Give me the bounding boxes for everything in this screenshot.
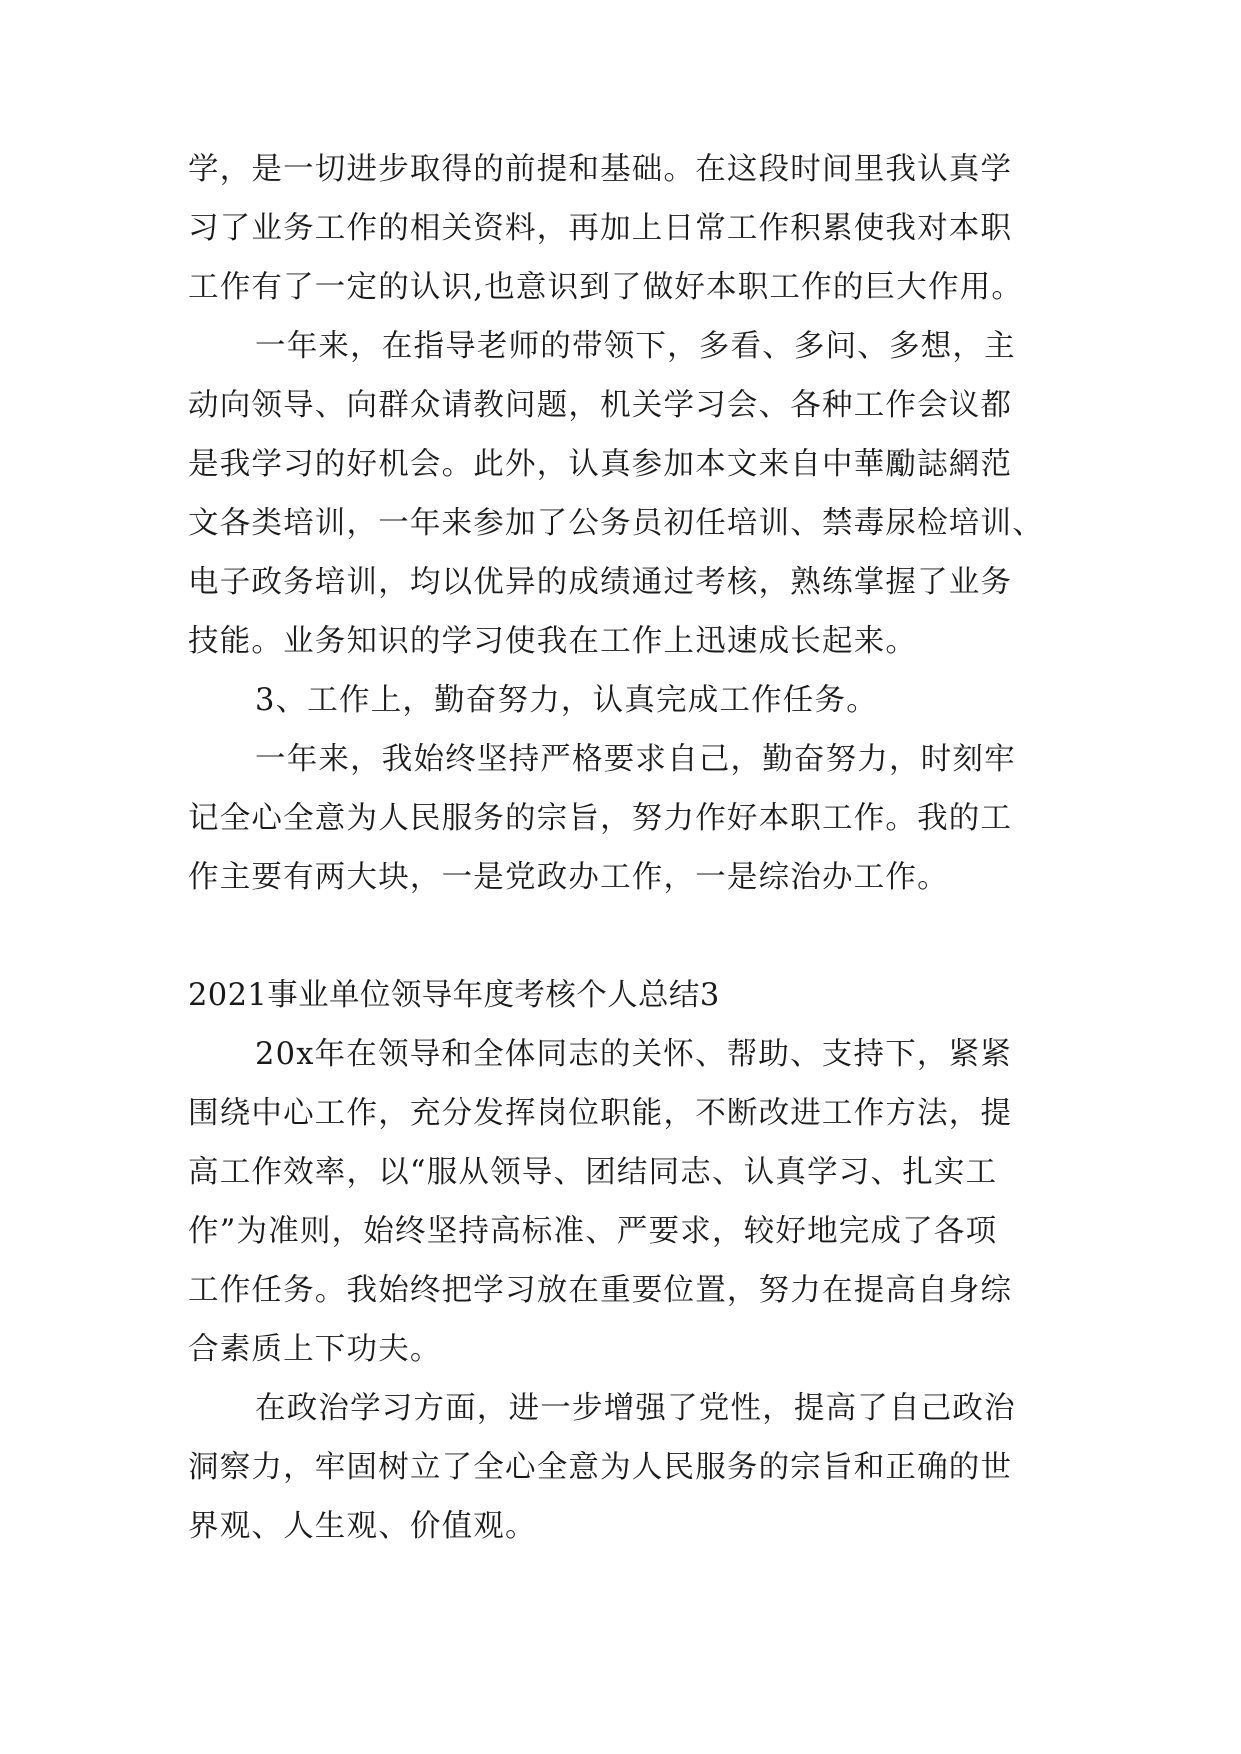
section-title: 2021事业单位领导年度考核个人总结3 <box>188 978 720 1013</box>
paragraph-line: 工作有了一定的认识,也意识到了做好本职工作的巨大作用。 <box>188 270 1024 305</box>
paragraph-line: 记全心全意为人民服务的宗旨，努力作好本职工作。我的工 <box>188 801 1013 836</box>
paragraph-line: 界观、人生观、价值观。 <box>188 1509 537 1544</box>
paragraph-line: 文各类培训，一年来参加了公务员初任培训、禁毒尿检培训、 <box>188 506 1044 541</box>
paragraph-line: 高工作效率，以“服从领导、团结同志、认真学习、扎实工 <box>188 1155 998 1190</box>
paragraph-line: 3、工作上，勤奋努力，认真完成工作任务。 <box>255 683 878 718</box>
paragraph-line: 合素质上下功夫。 <box>188 1332 442 1367</box>
paragraph-line: 电子政务培训，均以优异的成绩通过考核，熟练掌握了业务 <box>188 565 1013 600</box>
paragraph-line: 是我学习的好机会。此外，认真参加本文来自中華勵誌網范 <box>188 447 1013 482</box>
paragraph-line: 学，是一切进步取得的前提和基础。在这段时间里我认真学 <box>188 152 1013 187</box>
paragraph-line: 一年来，在指导老师的带领下，多看、多问、多想，主 <box>255 329 1016 364</box>
paragraph-line: 动向领导、向群众请教问题，机关学习会、各种工作会议都 <box>188 388 1013 423</box>
paragraph-line: 在政治学习方面，进一步增强了党性，提高了自己政治 <box>255 1391 1016 1426</box>
paragraph-line: 习了业务工作的相关资料，再加上日常工作积累使我对本职 <box>188 211 1013 246</box>
paragraph-line: 作”为准则，始终坚持高标准、严要求，较好地完成了各项 <box>188 1214 998 1249</box>
paragraph-line: 工作任务。我始终把学习放在重要位置，努力在提高自身综 <box>188 1273 1013 1308</box>
paragraph-line: 围绕中心工作，充分发挥岗位职能，不断改进工作方法，提 <box>188 1096 1013 1131</box>
paragraph-line: 技能。业务知识的学习使我在工作上迅速成长起来。 <box>188 624 918 659</box>
paragraph-line: 一年来，我始终坚持严格要求自己，勤奋努力，时刻牢 <box>255 742 1016 777</box>
paragraph-line: 洞察力，牢固树立了全心全意为人民服务的宗旨和正确的世 <box>188 1450 1013 1485</box>
paragraph-line: 20x年在领导和全体同志的关怀、帮助、支持下，紧紧 <box>255 1037 1013 1072</box>
paragraph-line: 作主要有两大块，一是党政办工作，一是综治办工作。 <box>188 860 949 895</box>
